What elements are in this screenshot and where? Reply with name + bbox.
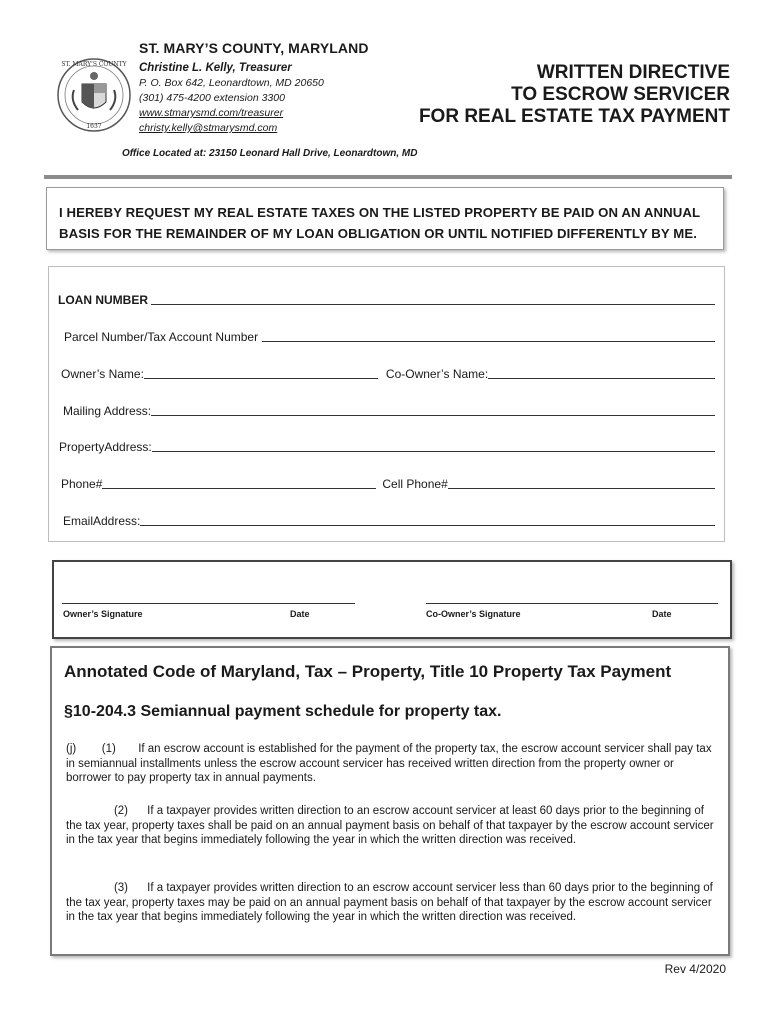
code-section-heading: §10-204.3 Semiannual payment schedule for property tax. [64,703,502,720]
code-title: Annotated Code of Maryland, Tax – Property, Title 10 Property Tax Payment [64,662,672,681]
email-row [49,512,724,528]
code-paragraph-2: (2) If a taxpayer provides written direction to an escrow account servicer at least 60 days prior to the beginning of the tax year, property taxes shall be paid on an annual payment basis on behalf of that taxpayer by the escrow account servicer in the tax year that begins immediately following the year in which the written direction was received. [66,805,717,846]
property-row [49,438,724,454]
loan-number-row [49,291,724,307]
treasurer-name: Christine L. Kelly, Treasurer [139,62,292,74]
code-paragraph-3: (3) If a taxpayer provides written direction to an escrow account servicer less than 60 days prior to the beginning of the tax year, property taxes may be paid on an annual payment basis on behalf of that taxpayer by the escrow account servicer in the tax year that begins immediately following the year in which the written direction was received. [66,882,717,923]
request-text: I HEREBY REQUEST MY REAL ESTATE TAXES ON THE LISTED PROPERTY BE PAID ON AN ANNUAL BASIS FOR THE REMAINDER OF MY LOAN OBLIGATION OR UNTIL NOTIFIED DIFFERENTLY BY ME. [59,205,700,241]
title-line-1: WRITTEN DIRECTIVE [536,62,730,83]
county-seal-icon [56,54,132,136]
owner-date-caption: Date [290,609,310,619]
property-info-form [48,266,725,542]
annotated-code-box [50,646,730,956]
title-line-2: TO ESCROW SERVICER [511,84,730,105]
header-divider [44,175,732,179]
cell-phone-label: Cell Phone# [382,477,448,491]
svg-text:ST. MARY'S COUNTY: ST. MARY'S COUNTY [61,61,127,68]
svg-text:1637: 1637 [86,123,102,130]
website-link[interactable]: www.stmarysmd.com/treasurer [139,107,284,119]
form-title [419,62,730,128]
email-link[interactable]: christy.kelly@stmarysmd.com [139,122,278,134]
loan-number-label: LOAN NUMBER [58,293,148,307]
mailing-address-label: Mailing Address: [63,404,152,418]
mailing-address: P. O. Box 642, Leonardtown, MD 20650 [139,77,324,89]
signature-box [52,560,732,639]
owner-signature-line[interactable] [62,602,355,604]
co-owner-name-label: Co-Owner’s Name: [385,367,489,381]
county-name: ST. MARY’S COUNTY, MARYLAND [139,40,369,56]
phone-field[interactable] [102,487,376,489]
email-label: EmailAddress: [63,514,141,528]
owner-signature-caption: Owner’s Signature [63,609,143,619]
co-owner-name-field[interactable] [488,377,715,379]
code-paragraph-1: (j) (1) If an escrow account is established for the payment of the property tax, the escrow account servicer shall pay tax in semiannual installments unless the escrow account servicer has received written direction from the property owner or borrower to pay property tax in annual payments. [66,743,715,784]
parcel-field[interactable] [262,340,715,342]
co-owner-date-caption: Date [652,609,672,619]
title-line-3: FOR REAL ESTATE TAX PAYMENT [418,106,730,127]
co-owner-signature-caption: Co-Owner’s Signature [426,609,521,619]
phone-number: (301) 475-4200 extension 3300 [139,92,285,104]
revision-date: Rev 4/2020 [664,962,726,976]
owner-name-label: Owner’s Name: [61,367,144,381]
parcel-label: Parcel Number/Tax Account Number [64,330,259,344]
parcel-row [49,328,724,344]
owner-name-field[interactable] [144,377,378,379]
mailing-row [49,402,724,418]
office-location: Office Located at: 23150 Leonard Hall Drive, Leonardtown, MD [122,148,418,159]
loan-number-field[interactable] [151,303,715,305]
cell-phone-field[interactable] [448,487,715,489]
owner-row [49,365,724,381]
property-address-label: PropertyAddress: [59,440,152,454]
phone-row [49,475,724,491]
email-field[interactable] [140,524,715,526]
phone-label: Phone# [61,477,103,491]
mailing-address-field[interactable] [151,414,715,416]
request-box [46,187,724,250]
property-address-field[interactable] [152,450,715,452]
co-owner-signature-line[interactable] [426,602,718,604]
contact-block [139,61,324,136]
